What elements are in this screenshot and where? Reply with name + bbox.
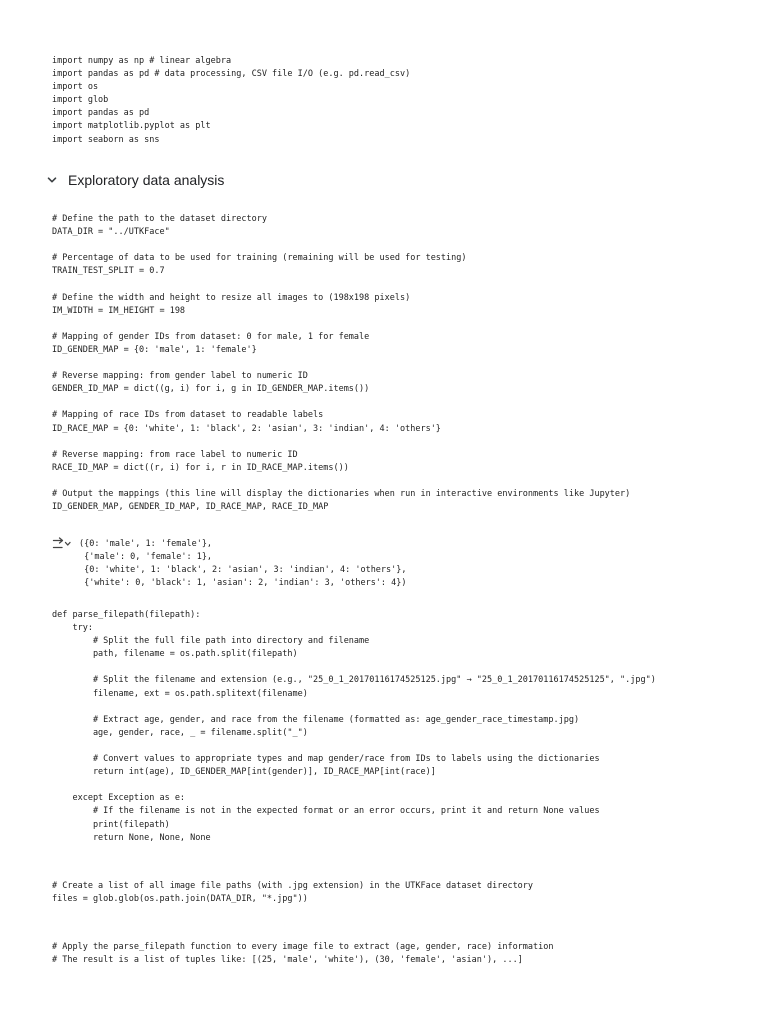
code-line: GENDER_ID_MAP = dict((g, i) for i, g in ID_GENDER_MAP.items()): [52, 384, 370, 395]
code-line: ID_GENDER_MAP, GENDER_ID_MAP, ID_RACE_MAP, RACE_ID_MAP: [52, 502, 329, 513]
output-line: {'male': 0, 'female': 1},: [79, 552, 213, 563]
code-line: print(filepath): [52, 819, 170, 830]
code-line: IM_WIDTH = IM_HEIGHT = 198: [52, 305, 186, 316]
code-line: import seaborn as sns: [52, 134, 160, 145]
output-toggle-icon[interactable]: [52, 537, 72, 551]
code-line: # Define the width and height to resize all images to (198x198 pixels): [52, 292, 411, 303]
code-line: # If the filename is not in the expected format or an error occurs, print it and return None values: [52, 806, 600, 817]
code-line: # Mapping of gender IDs from dataset: 0 for male, 1 for female: [52, 331, 370, 342]
code-line: import pandas as pd # data processing, CSV file I/O (e.g. pd.read_csv): [52, 69, 411, 80]
code-line: def parse_filepath(filepath):: [52, 610, 201, 620]
code-line: # Reverse mapping: from race label to numeric ID: [52, 449, 298, 460]
code-line: except Exception as e:: [52, 793, 186, 804]
code-line: # Define the path to the dataset directory: [52, 214, 267, 224]
output-line: {0: 'white', 1: 'black', 2: 'asian', 3: 'indian', 4: 'others'},: [79, 565, 407, 576]
chevron-down-icon[interactable]: [46, 174, 58, 186]
code-line: [52, 740, 656, 753]
code-cell-imports[interactable]: [52, 55, 410, 147]
code-line: return None, None, None: [52, 832, 211, 843]
code-line: [52, 318, 630, 331]
code-line: [52, 701, 656, 714]
code-line: import pandas as pd: [52, 108, 150, 119]
code-line: # Create a list of all image file paths (with .jpg extension) in the UTKFace dataset directory: [52, 881, 534, 891]
code-line: [52, 357, 630, 370]
code-line: [52, 661, 656, 674]
code-line: [52, 779, 656, 792]
section-header-eda[interactable]: [46, 170, 224, 190]
output-line: ({0: 'male', 1: 'female'},: [79, 539, 213, 549]
code-line: # Mapping of race IDs from dataset to readable labels: [52, 410, 324, 421]
code-line: import glob: [52, 95, 109, 106]
code-cell-parse-function[interactable]: [52, 609, 656, 845]
code-line: [52, 396, 630, 409]
code-line: files = glob.glob(os.path.join(DATA_DIR, "*.jpg")): [52, 894, 308, 905]
section-title: Exploratory data analysis: [68, 172, 225, 188]
code-line: [52, 278, 630, 291]
cell-output: [79, 538, 407, 590]
code-line: # Apply the parse_filepath function to every image file to extract (age, gender, race) information: [52, 942, 554, 952]
code-line: DATA_DIR = "../UTKFace": [52, 227, 170, 238]
code-line: # Split the full file path into directory and filename: [52, 636, 370, 647]
code-cell-files[interactable]: [52, 880, 533, 906]
code-line: import numpy as np # linear algebra: [52, 56, 232, 66]
code-line: # Extract age, gender, and race from the filename (formatted as: age_gender_race_timestamp.jpg): [52, 714, 580, 725]
output-line: {'white': 0, 'black': 1, 'asian': 2, 'indian': 3, 'others': 4}): [79, 578, 407, 589]
code-cell-config[interactable]: [52, 213, 630, 514]
code-line: import matplotlib.pyplot as plt: [52, 121, 211, 132]
code-line: ID_RACE_MAP = {0: 'white', 1: 'black', 2: 'asian', 3: 'indian', 4: 'others'}: [52, 423, 441, 434]
code-line: [52, 475, 630, 488]
code-line: TRAIN_TEST_SPLIT = 0.7: [52, 266, 165, 277]
code-cell-apply[interactable]: [52, 941, 554, 967]
code-line: age, gender, race, _ = filename.split("_"): [52, 727, 308, 738]
code-line: [52, 239, 630, 252]
code-line: try:: [52, 623, 93, 634]
code-line: import os: [52, 82, 99, 93]
code-line: # Split the filename and extension (e.g., "25_0_1_20170116174525125.jpg" → "25_0_1_20170116174525125", ".jpg"): [52, 675, 656, 686]
code-line: # Convert values to appropriate types and map gender/race from IDs to labels using the dictionaries: [52, 754, 600, 765]
code-line: [52, 436, 630, 449]
code-line: # Percentage of data to be used for training (remaining will be used for testing): [52, 253, 467, 264]
code-line: # The result is a list of tuples like: [(25, 'male', 'white'), (30, 'female', 'asian'), ...]: [52, 955, 523, 966]
code-line: # Output the mappings (this line will display the dictionaries when run in interactive environments like Jupyter): [52, 488, 631, 499]
code-line: # Reverse mapping: from gender label to numeric ID: [52, 371, 308, 382]
code-line: path, filename = os.path.split(filepath): [52, 649, 298, 660]
code-line: return int(age), ID_GENDER_MAP[int(gender)], ID_RACE_MAP[int(race)]: [52, 767, 436, 778]
code-line: filename, ext = os.path.splitext(filename): [52, 688, 308, 699]
code-line: RACE_ID_MAP = dict((r, i) for i, r in ID_RACE_MAP.items()): [52, 462, 349, 473]
code-line: ID_GENDER_MAP = {0: 'male', 1: 'female'}: [52, 344, 257, 355]
